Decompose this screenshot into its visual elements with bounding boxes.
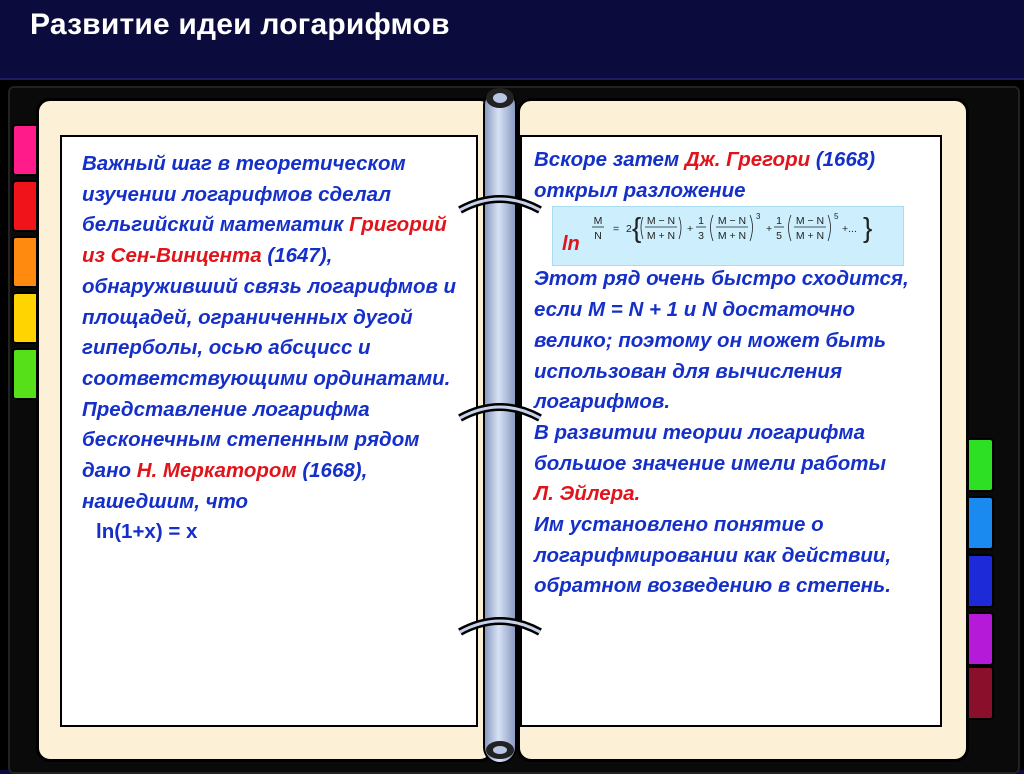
formula-exponent-5: 5 bbox=[834, 212, 839, 222]
saint-vincent-text: (1647), обнаруживший связь логарифмов и площадей, ограниченных дугой гиперболы, осью абсцисс и соответствующими ординатами. bbox=[82, 244, 457, 390]
binder-ring-bottom-icon bbox=[470, 736, 530, 766]
gregory-text: (1668) открыл разложение bbox=[534, 148, 876, 202]
gregory-series-formula bbox=[552, 206, 904, 266]
binder-ring-top-icon bbox=[470, 84, 530, 124]
saint-vincent-name: Григорий из Сен-Винцента bbox=[82, 213, 447, 268]
formula-term3-numerator: M − N bbox=[795, 215, 825, 228]
mercator-paragraph bbox=[82, 395, 468, 518]
binder-ring-3-icon bbox=[450, 612, 550, 652]
inverse-operation-paragraph: Им установлено понятие о логарифмировании как действии, обратном возведению в степень. bbox=[534, 513, 892, 598]
formula-term1-denominator: M + N bbox=[646, 230, 676, 243]
convergence-paragraph: Этот ряд очень быстро сходится, если M = N + 1 и N достаточно велико; поэтому он может быть использован для вычисления логарифмов. bbox=[534, 267, 909, 414]
euler-name: Л. Эйлера. bbox=[534, 482, 641, 506]
formula-equals: = bbox=[613, 223, 620, 236]
euler-paragraph bbox=[534, 418, 934, 510]
gregory-name: Дж. Грегори bbox=[684, 148, 811, 171]
left-text-box bbox=[60, 135, 478, 727]
gregory-intro: Вскоре затем bbox=[534, 148, 685, 171]
mercator-intro: Представление логарифма бесконечным степенным рядом дано bbox=[82, 397, 420, 483]
mercator-formula: ln(1+x) = x bbox=[96, 520, 198, 544]
formula-coef3-numerator: 1 bbox=[776, 215, 782, 228]
formula-term2-denominator: M + N bbox=[717, 230, 747, 243]
formula-term2-numerator: M − N bbox=[717, 215, 747, 228]
svg-text:{: { bbox=[632, 212, 642, 244]
formula-exponent-3: 3 bbox=[756, 212, 761, 222]
binder-ring-1-icon bbox=[450, 190, 550, 230]
mercator-name: Н. Меркатором bbox=[136, 459, 297, 483]
binder-ring-2-icon bbox=[450, 398, 550, 438]
formula-plus-1: + bbox=[687, 223, 694, 236]
formula-coef2-denominator: 3 bbox=[698, 230, 704, 243]
left-paragraph bbox=[82, 149, 468, 395]
formula-tail: +... bbox=[842, 223, 857, 236]
right-text-box bbox=[520, 135, 942, 727]
formula-lhs-denominator: N bbox=[594, 230, 602, 243]
gregory-paragraph bbox=[534, 145, 934, 206]
formula-coefficient: 2 bbox=[626, 223, 632, 236]
formula-term3-denominator: M + N bbox=[795, 230, 825, 243]
formula-coef2-numerator: 1 bbox=[698, 215, 704, 228]
mercator-text: (1668), нашедшим, что bbox=[82, 459, 368, 513]
slide-title: Развитие идеи логарифмов bbox=[30, 8, 450, 41]
svg-text:}: } bbox=[863, 212, 873, 244]
gregory-formula-line bbox=[534, 206, 934, 264]
formula-coef3-denominator: 5 bbox=[776, 230, 782, 243]
formula-lhs-numerator: M bbox=[593, 215, 603, 228]
formula-plus-2: + bbox=[766, 223, 773, 236]
saint-vincent-intro: Важный шаг в теоретическом изучении логарифмов сделал бельгийский математик bbox=[82, 152, 406, 237]
formula-ln-label: ln bbox=[562, 233, 580, 256]
euler-intro: В развитии теории логарифма большое значение имели работы bbox=[534, 420, 886, 475]
formula-term1-numerator: M − N bbox=[646, 215, 676, 228]
